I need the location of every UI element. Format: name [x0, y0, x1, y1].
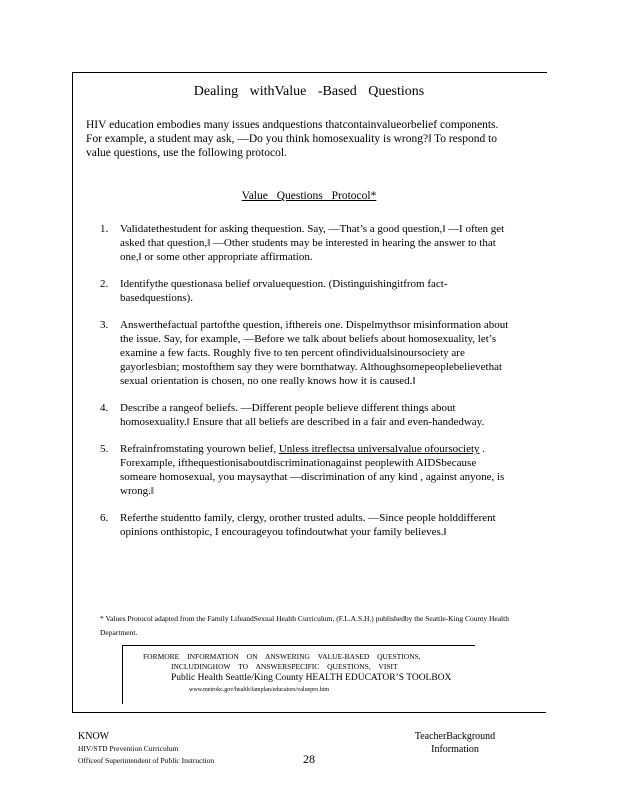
step-text: Referthe studentto family, clergy, orother trusted adults. —Since people holddifferent opinions onthistopic, I encourageyou tofindoutwhat your family believes.‖: [120, 512, 496, 538]
footer-know: KNOW: [78, 731, 110, 742]
step-text-underlined: Unless itreflectsa universalvalue ofoursociety: [278, 443, 480, 455]
step-text-before: Refrainfromstating yourown belief,: [120, 443, 279, 455]
protocol-step: [100, 277, 510, 305]
more-info-box: [122, 645, 475, 704]
step-number: 6.: [100, 512, 109, 524]
footer-right: [380, 730, 530, 756]
footer-left: [78, 730, 214, 767]
step-number: 4.: [100, 402, 109, 414]
protocol-step: [100, 401, 510, 429]
intro-paragraph: HIV education embodies many issues andquestions thatcontainvalueorbelief components. For example, a student may ask, —Do you think homosexuality is wrong?‖ To respond to value questions, use the following protocol.: [86, 119, 499, 159]
protocol-step: [100, 318, 510, 388]
protocol-step: [100, 511, 510, 539]
footer-curriculum: HIV/STD Prevention Curriculum: [78, 744, 179, 753]
protocol-subtitle-text: Value Questions Protocol*: [241, 190, 377, 202]
step-number: 5.: [100, 443, 109, 455]
footnote: * Values Protocol adapted from the Family LifeandSexual Health Curriculum, (F.L.A.S.H.) publishedby the Seattle-King County Health Department.: [100, 614, 509, 637]
more-info-line3: Public Health Seattle/King County HEALTH EDUCATOR’S TOOLBOX: [171, 673, 452, 683]
footer-office: Officeof Superintendent of Public Instruction: [78, 756, 215, 765]
step-text: Describe a rangeof beliefs. —Different people believe different things about homosexuality.‖ Ensure that all beliefs are described in a fair and even-handedway.: [120, 402, 485, 428]
protocol-subtitle: [72, 190, 546, 202]
protocol-step: [100, 222, 510, 264]
step-text: Answerthefactual partofthe question, ifthereis one. Dispelmythsor misinformation about the issue. Say, for example, —Before we talk about beliefs about homosexuality, let’s examine a few facts. Roughly five to ten percent ofindividualsinoursociety are gayorlesbian; mostofthem say they were bornthatway. Althoughsomepeoplebelievethat sexual orientation is chosen, no one really knows how it is caused.‖: [120, 319, 509, 387]
protocol-steps: [100, 222, 510, 552]
footer-divider: [72, 712, 546, 713]
page-number: 28: [303, 752, 315, 766]
document-title: Dealing withValue -Based Questions: [193, 84, 425, 99]
step-text: Validatethestudent for asking thequestion. Say, —That’s a good question,‖ —I often get asked that question,‖ —Other students may be interested in hearing the answer to that one,‖ or some other appropriate affirmation.: [120, 223, 505, 263]
footer-section-line1: TeacherBackground: [414, 731, 496, 742]
more-info-url[interactable]: www.metrokc.gov/health/famplan/educators/valuepro.htm: [189, 687, 330, 693]
more-info-line1: FORMORE INFORMATION ON ANSWERING VALUE-BASED QUESTIONS,: [143, 652, 421, 661]
more-info-line2: INCLUDINGHOW TO ANSWERSPECIFIC QUESTIONS, VISIT: [171, 662, 398, 671]
step-text-after: . Forexample, ifthequestionisaboutdiscriminationagainst peoplewith AIDSbecause someare homosexual, you maysaythat —discrimination of any kind , against anyone, is wrong.‖: [120, 443, 505, 497]
footer-section-line2: Information: [431, 744, 479, 755]
step-number: 3.: [100, 319, 109, 331]
step-number: 1.: [100, 223, 109, 235]
step-text: Identifythe questionasa belief orvaluequestion. (Distinguishingitfrom fact-basedquestions).: [120, 278, 448, 304]
protocol-step: [100, 442, 510, 498]
step-number: 2.: [100, 278, 109, 290]
